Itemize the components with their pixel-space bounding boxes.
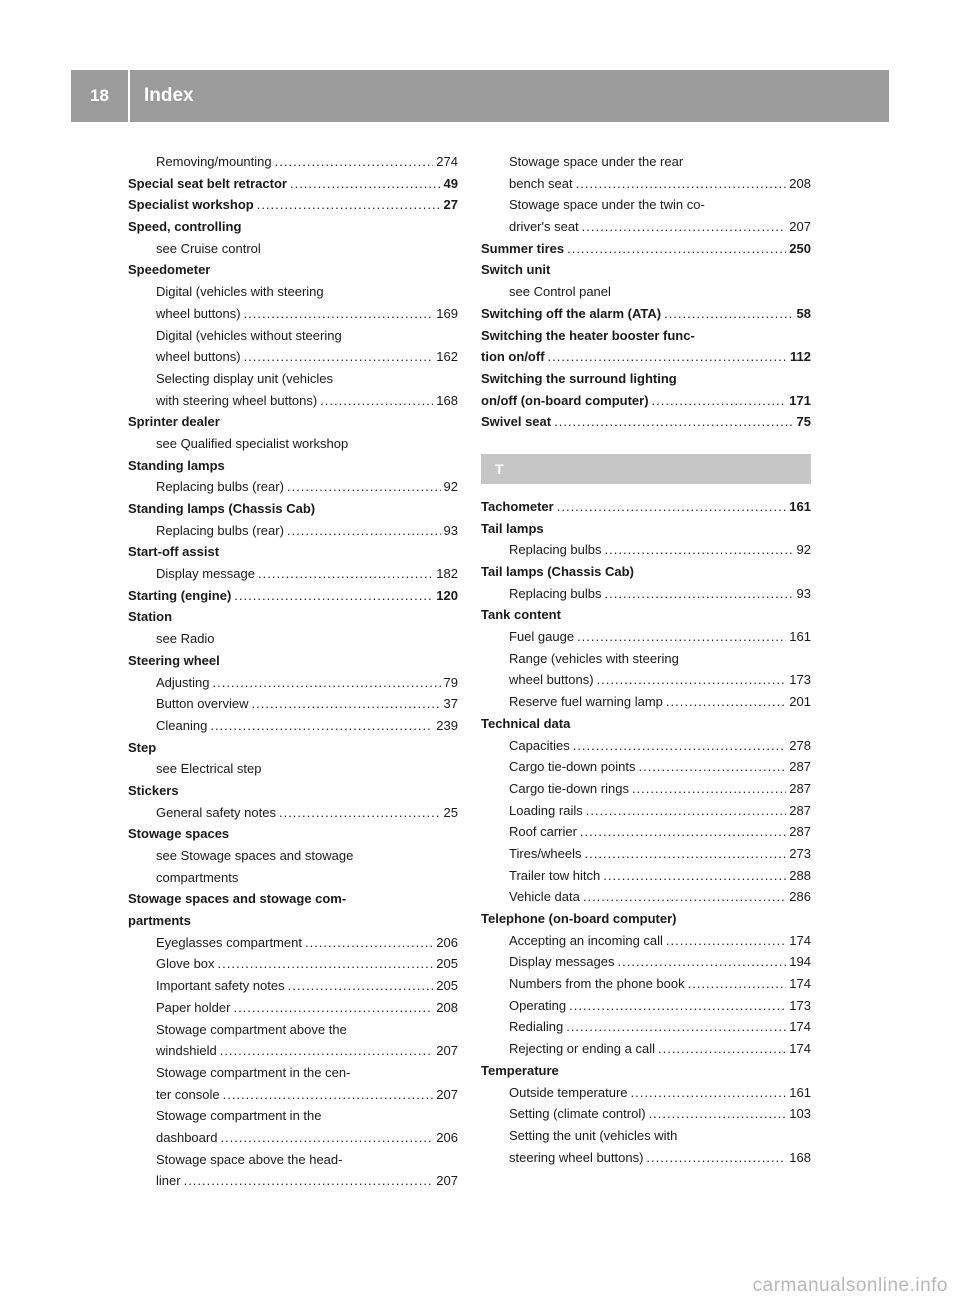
index-entry <box>128 173 458 195</box>
dot-leader <box>244 303 434 325</box>
index-subentry <box>128 1062 458 1084</box>
entry-text: Loading rails <box>509 802 583 818</box>
entry-text: wheel buttons) <box>156 305 241 321</box>
index-entry <box>128 780 458 802</box>
entry-text: Stowage spaces and stowage com- <box>128 891 347 907</box>
entry-text: Outside temperature <box>509 1084 628 1100</box>
entry-page-number[interactable]: 25 <box>443 804 458 820</box>
dot-leader <box>287 520 441 542</box>
dot-leader <box>580 821 786 843</box>
entry-text: Replacing bulbs <box>509 585 602 601</box>
dot-leader <box>652 390 787 412</box>
dot-leader <box>605 539 794 561</box>
entry-text: Replacing bulbs <box>509 542 602 558</box>
index-entry <box>481 908 811 930</box>
entry-text: Speedometer <box>128 262 211 278</box>
entry-text: Tires/wheels <box>509 845 582 861</box>
dot-leader <box>569 995 786 1017</box>
entry-text: Reserve fuel warning lamp <box>509 694 663 710</box>
entry-text: Tail lamps (Chassis Cab) <box>481 564 634 579</box>
entry-page-number[interactable]: 274 <box>436 154 458 169</box>
index-entry <box>481 303 811 325</box>
dot-leader <box>618 951 787 973</box>
entry-text: with steering wheel buttons) <box>156 392 318 408</box>
entry-text: Start-off assist <box>128 544 220 560</box>
entry-page-number[interactable]: 75 <box>796 414 811 430</box>
index-entry <box>481 346 811 368</box>
index-subentry <box>128 1084 458 1106</box>
index-subentry <box>128 563 458 585</box>
entry-text: Setting (climate control) <box>509 1106 646 1122</box>
index-subentry <box>481 778 811 800</box>
entry-text: bench seat <box>509 175 573 191</box>
entry-text: wheel buttons) <box>156 349 241 365</box>
index-subentry <box>481 756 811 778</box>
index-entry <box>481 561 811 583</box>
entry-page-number[interactable]: 174 <box>789 932 811 948</box>
entry-page-number[interactable]: 162 <box>436 349 458 365</box>
index-entry <box>128 259 458 281</box>
index-subentry <box>128 628 458 650</box>
index-subentry <box>128 303 458 325</box>
dot-leader <box>233 997 433 1019</box>
entry-text: steering wheel buttons) <box>509 1149 644 1165</box>
dot-leader <box>567 238 786 260</box>
entry-page-number[interactable]: 112 <box>790 349 811 365</box>
index-column-left <box>128 151 458 1192</box>
dot-leader <box>279 802 441 824</box>
entry-text: Digital (vehicles without steering <box>156 327 342 343</box>
dot-leader <box>638 756 786 778</box>
index-subentry <box>481 216 811 238</box>
index-subentry <box>128 476 458 498</box>
index-entry <box>128 541 458 563</box>
entry-text: Cargo tie-down rings <box>509 780 629 796</box>
index-entry <box>128 737 458 759</box>
entry-text: Glove box <box>156 956 215 972</box>
dot-leader <box>566 1016 786 1038</box>
entry-text: Display messages <box>509 954 615 970</box>
index-subentry <box>128 238 458 260</box>
entry-text: Special seat belt retractor <box>128 175 287 191</box>
index-subentry <box>128 932 458 954</box>
entry-page-number[interactable]: 169 <box>436 305 458 321</box>
entry-page-number[interactable]: 27 <box>443 197 458 213</box>
entry-page-number[interactable]: 174 <box>789 1019 811 1035</box>
dot-leader <box>252 693 441 715</box>
section-letter: T <box>495 460 504 477</box>
index-subentry <box>481 1125 811 1147</box>
entry-page-number[interactable]: 92 <box>796 542 811 558</box>
index-subentry <box>128 1105 458 1127</box>
dot-leader <box>688 973 787 995</box>
entry-page-number[interactable]: 173 <box>789 997 811 1013</box>
index-subentry <box>128 390 458 412</box>
dot-leader <box>305 932 433 954</box>
index-group-t <box>481 496 811 1168</box>
dot-leader <box>275 151 434 173</box>
entry-text: Paper holder <box>156 999 231 1015</box>
entry-page-number[interactable]: 49 <box>443 175 458 191</box>
watermark: carmanualsonline.info <box>752 1275 948 1296</box>
dot-leader <box>287 476 441 498</box>
index-entry <box>128 888 458 910</box>
entry-text: Redialing <box>509 1019 564 1035</box>
entry-page-number[interactable]: 168 <box>436 392 458 408</box>
index-subentry <box>128 845 458 867</box>
index-entry <box>128 823 458 845</box>
dot-leader <box>220 1040 434 1062</box>
dot-leader <box>234 585 433 607</box>
entry-text: Sprinter dealer <box>128 414 220 430</box>
entry-page-number[interactable]: 161 <box>789 1084 811 1100</box>
index-subentry <box>481 281 811 303</box>
entry-text: General safety notes <box>156 804 276 820</box>
entry-text: Standing lamps (Chassis Cab) <box>128 501 316 516</box>
index-entry <box>128 455 458 477</box>
entry-text: Switch unit <box>481 262 551 278</box>
entry-text: driver's seat <box>509 219 579 235</box>
dot-leader <box>664 303 793 325</box>
entry-text: see Radio <box>156 631 215 647</box>
entry-page-number[interactable]: 37 <box>443 696 458 712</box>
entry-page-number[interactable]: 201 <box>789 694 811 710</box>
entry-text: compartments <box>156 869 239 885</box>
index-subentry <box>481 821 811 843</box>
entry-text: liner <box>156 1173 181 1189</box>
dot-leader <box>603 865 786 887</box>
entry-text: Stowage compartment in the <box>156 1108 322 1124</box>
entry-text: Speed, controlling <box>128 219 242 235</box>
entry-page-number[interactable]: 103 <box>789 1106 811 1122</box>
index-entry <box>128 411 458 433</box>
index-subentry <box>481 865 811 887</box>
index-subentry <box>481 800 811 822</box>
index-subentry <box>481 951 811 973</box>
dot-leader <box>548 346 787 368</box>
entry-text: Removing/mounting <box>156 154 272 169</box>
entry-text: Stowage compartment in the cen- <box>156 1064 351 1080</box>
index-subentry <box>481 539 811 561</box>
entry-page-number[interactable]: 93 <box>443 522 458 538</box>
dot-leader <box>258 563 433 585</box>
entry-page-number[interactable]: 58 <box>796 305 811 321</box>
dot-leader <box>583 886 786 908</box>
entry-page-number[interactable]: 92 <box>443 479 458 495</box>
entry-text: Cargo tie-down points <box>509 759 636 775</box>
entry-page-number[interactable]: 174 <box>789 1041 811 1057</box>
index-subentry <box>128 975 458 997</box>
dot-leader <box>290 173 441 195</box>
dot-leader <box>573 735 787 757</box>
section-title: Index <box>144 85 194 106</box>
index-subentry <box>128 997 458 1019</box>
entry-text: wheel buttons) <box>509 672 594 688</box>
entry-text: Tachometer <box>481 498 554 514</box>
entry-text: on/off (on-board computer) <box>481 392 649 408</box>
index-subentry <box>481 930 811 952</box>
index-subentry <box>481 1016 811 1038</box>
index-subentry <box>128 368 458 390</box>
index-entry <box>481 496 811 518</box>
index-subentry <box>481 151 811 173</box>
entry-text: Roof carrier <box>509 824 577 840</box>
entry-text: Selecting display unit (vehicles <box>156 370 334 386</box>
entry-text: Accepting an incoming call <box>509 932 663 948</box>
entry-text: Rejecting or ending a call <box>509 1041 655 1057</box>
index-subentry <box>128 433 458 455</box>
dot-leader <box>184 1170 434 1192</box>
index-subentry <box>128 520 458 542</box>
dot-leader <box>631 1082 787 1104</box>
entry-text: Specialist workshop <box>128 197 254 213</box>
entry-text: Step <box>128 739 157 755</box>
index-subentry <box>128 802 458 824</box>
dot-leader <box>632 778 786 800</box>
entry-text: Vehicle data <box>509 889 580 905</box>
entry-page-number[interactable]: 286 <box>789 889 811 905</box>
dot-leader <box>288 975 434 997</box>
index-entry <box>481 411 811 433</box>
dot-leader <box>576 173 787 195</box>
dot-leader <box>649 1103 787 1125</box>
entry-text: Eyeglasses compartment <box>156 934 302 950</box>
entry-text: see Electrical step <box>156 761 262 777</box>
entry-page-number[interactable]: 206 <box>436 1129 458 1145</box>
index-subentry <box>128 281 458 303</box>
index-subentry <box>128 1019 458 1041</box>
entry-text: ter console <box>156 1086 220 1102</box>
dot-leader <box>210 715 433 737</box>
entry-page-number[interactable]: 288 <box>789 867 811 883</box>
entry-page-number[interactable]: 205 <box>436 978 458 994</box>
index-subentry <box>481 691 811 713</box>
index-entry <box>128 606 458 628</box>
entry-page-number[interactable]: 79 <box>443 674 458 690</box>
index-subentry <box>481 843 811 865</box>
entry-text: Switching the surround lighting <box>481 370 677 386</box>
index-subentry <box>481 1103 811 1125</box>
index-entry <box>481 518 811 540</box>
entry-page-number[interactable]: 273 <box>789 845 811 861</box>
entry-page-number[interactable]: 206 <box>436 934 458 950</box>
index-entry <box>128 650 458 672</box>
entry-page-number[interactable]: 207 <box>789 219 811 235</box>
dot-leader <box>605 583 794 605</box>
entry-text: Steering wheel <box>128 652 220 668</box>
dot-leader <box>582 216 787 238</box>
entry-page-number[interactable]: 182 <box>436 566 458 582</box>
index-entry <box>481 368 811 390</box>
dot-leader <box>223 1084 434 1106</box>
entry-text: Fuel gauge <box>509 629 575 645</box>
entry-text: Replacing bulbs (rear) <box>156 522 284 538</box>
index-entry <box>128 194 458 216</box>
index-subentry <box>481 735 811 757</box>
index-entry <box>128 585 458 607</box>
entry-page-number[interactable]: 168 <box>789 1149 811 1165</box>
index-subentry <box>481 194 811 216</box>
entry-text: partments <box>128 913 191 929</box>
entry-page-number[interactable]: 207 <box>436 1173 458 1189</box>
dot-leader <box>666 930 786 952</box>
index-subentry <box>128 672 458 694</box>
page-number: 18 <box>90 86 109 105</box>
entry-page-number[interactable]: 161 <box>789 498 811 514</box>
entry-text: Stickers <box>128 782 179 798</box>
entry-page-number[interactable]: 250 <box>789 240 811 256</box>
index-subentry <box>481 886 811 908</box>
entry-text: Tail lamps <box>481 520 544 536</box>
entry-text: tion on/off <box>481 349 545 365</box>
entry-text: Replacing bulbs (rear) <box>156 479 284 495</box>
entry-text: Important safety notes <box>156 978 285 994</box>
entry-text: Display message <box>156 566 255 582</box>
entry-page-number[interactable]: 287 <box>789 780 811 796</box>
entry-page-number[interactable]: 239 <box>436 717 458 733</box>
dot-leader <box>577 626 786 648</box>
entry-text: Standing lamps <box>128 457 225 473</box>
entry-text: Numbers from the phone book <box>509 976 685 992</box>
entry-page-number[interactable]: 205 <box>436 956 458 972</box>
entry-page-number[interactable]: 93 <box>796 585 811 601</box>
entry-page-number[interactable]: 278 <box>789 737 811 753</box>
entry-text: Temperature <box>481 1062 559 1078</box>
index-subentry <box>128 867 458 889</box>
entry-text: Starting (engine) <box>128 587 232 603</box>
entry-text: see Stowage spaces and stowage <box>156 848 354 863</box>
entry-page-number[interactable]: 287 <box>789 759 811 775</box>
index-entry <box>481 1060 811 1082</box>
index-column-right <box>481 151 811 1168</box>
index-subentry <box>481 648 811 670</box>
index-subentry <box>481 626 811 648</box>
entry-text: dashboard <box>156 1129 218 1145</box>
entry-text: Swivel seat <box>481 414 552 430</box>
entry-text: Switching the heater booster func- <box>481 327 695 343</box>
entry-text: Summer tires <box>481 240 565 256</box>
entry-text: Stowage space above the head- <box>156 1151 343 1167</box>
entry-text: Trailer tow hitch <box>509 867 601 883</box>
index-subentry <box>128 953 458 975</box>
index-subentry <box>481 669 811 691</box>
index-subentry <box>128 758 458 780</box>
dot-leader <box>244 346 434 368</box>
entry-text: Stowage space under the rear <box>509 154 684 169</box>
entry-text: Capacities <box>509 737 570 753</box>
entry-text: Setting the unit (vehicles with <box>509 1127 678 1143</box>
entry-text: Stowage spaces <box>128 826 230 842</box>
index-subentry <box>481 583 811 605</box>
index-subentry <box>128 715 458 737</box>
entry-text: windshield <box>156 1043 217 1059</box>
entry-page-number[interactable]: 287 <box>789 802 811 818</box>
entry-text: Stowage space under the twin co- <box>509 197 705 213</box>
index-subentry <box>481 973 811 995</box>
entry-text: Range (vehicles with steering <box>509 650 679 666</box>
index-entry <box>481 390 811 412</box>
dot-leader <box>586 800 787 822</box>
dot-leader <box>218 953 434 975</box>
entry-text: Telephone (on-board computer) <box>481 911 677 926</box>
index-entry <box>481 325 811 347</box>
entry-text: Technical data <box>481 715 571 731</box>
entry-page-number[interactable]: 120 <box>436 587 458 603</box>
dot-leader <box>554 411 793 433</box>
entry-page-number[interactable]: 173 <box>789 672 811 688</box>
dot-leader <box>212 672 440 694</box>
index-group-s-continued <box>481 151 811 433</box>
entry-page-number[interactable]: 171 <box>789 392 811 408</box>
entry-page-number[interactable]: 174 <box>789 976 811 992</box>
entry-text: see Control panel <box>509 284 611 300</box>
index-subentry <box>128 693 458 715</box>
index-subentry <box>481 1147 811 1169</box>
dot-leader <box>257 194 441 216</box>
page-header <box>71 70 889 122</box>
entry-page-number[interactable]: 208 <box>436 999 458 1015</box>
entry-text: Adjusting <box>156 674 210 690</box>
dot-leader <box>646 1147 786 1169</box>
entry-page-number[interactable]: 194 <box>789 954 811 970</box>
index-entry <box>481 604 811 626</box>
index-subentry <box>128 1149 458 1171</box>
entry-page-number[interactable]: 208 <box>789 175 811 191</box>
dot-leader <box>320 390 433 412</box>
dot-leader <box>658 1038 786 1060</box>
index-entry <box>481 238 811 260</box>
index-subentry <box>128 325 458 347</box>
entry-page-number[interactable]: 207 <box>436 1043 458 1059</box>
dot-leader <box>666 691 786 713</box>
entry-text: Digital (vehicles with steering <box>156 284 324 300</box>
index-entry <box>128 910 458 932</box>
entry-page-number[interactable]: 287 <box>789 824 811 840</box>
dot-leader <box>584 843 786 865</box>
entry-text: Cleaning <box>156 717 208 733</box>
entry-page-number[interactable]: 207 <box>436 1086 458 1102</box>
index-subentry <box>481 1038 811 1060</box>
index-entry <box>128 216 458 238</box>
dot-leader <box>220 1127 433 1149</box>
index-subentry <box>128 151 458 173</box>
entry-text: see Cruise control <box>156 240 261 256</box>
index-subentry <box>128 1170 458 1192</box>
index-subentry <box>481 1082 811 1104</box>
index-subentry <box>481 995 811 1017</box>
entry-text: Station <box>128 609 173 625</box>
entry-text: Switching off the alarm (ATA) <box>481 305 662 321</box>
index-subentry <box>128 1127 458 1149</box>
letter-section-header <box>481 454 811 484</box>
entry-text: see Qualified specialist workshop <box>156 435 349 451</box>
index-subentry <box>128 1040 458 1062</box>
dot-leader <box>597 669 787 691</box>
entry-text: Tank content <box>481 607 561 623</box>
dot-leader <box>557 496 787 518</box>
entry-text: Stowage compartment above the <box>156 1021 347 1037</box>
entry-page-number[interactable]: 161 <box>789 629 811 645</box>
entry-text: Operating <box>509 997 567 1013</box>
index-subentry <box>128 346 458 368</box>
index-entry <box>128 498 458 520</box>
index-entry <box>481 259 811 281</box>
entry-text: Button overview <box>156 696 249 712</box>
index-entry <box>481 713 811 735</box>
index-subentry <box>481 173 811 195</box>
